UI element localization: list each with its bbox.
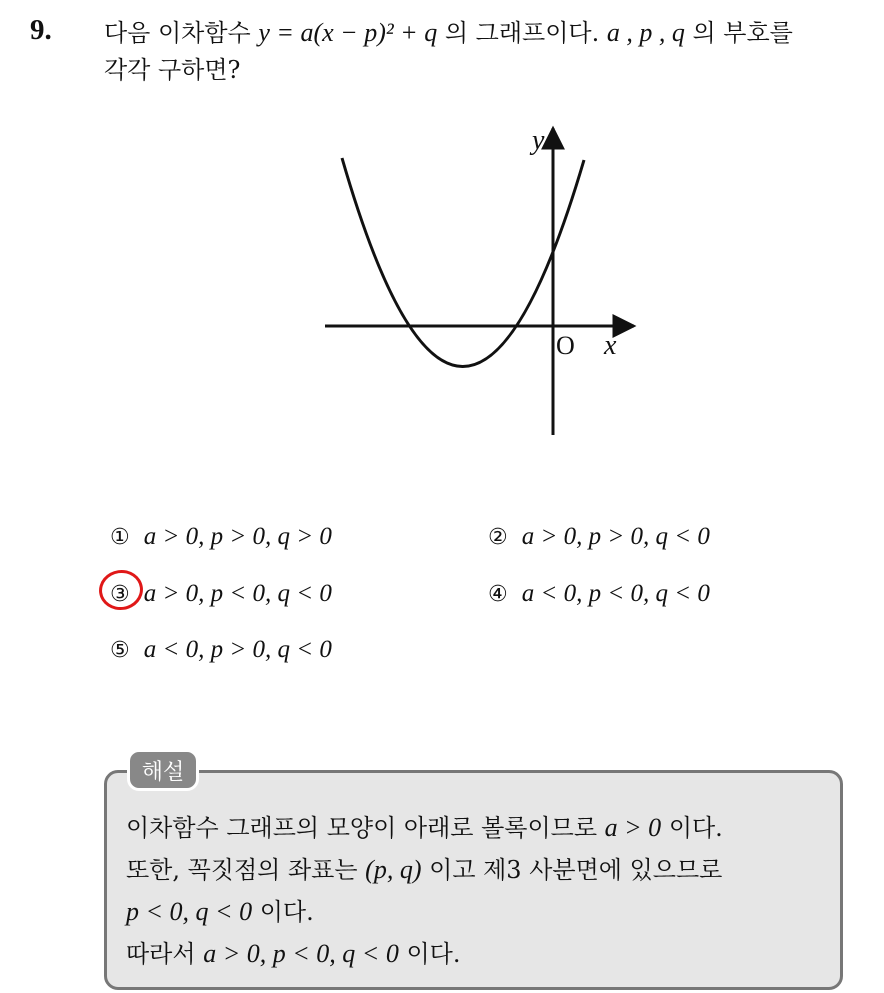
choice-2[interactable]: ② a > 0, p > 0, q < 0	[488, 523, 710, 550]
parabola-graph	[300, 120, 645, 445]
choice-5[interactable]: ⑤ a < 0, p > 0, q < 0	[110, 636, 332, 663]
question-number: 9.	[30, 14, 52, 46]
solution-line-1: 이차함수 그래프의 모양이 아래로 볼록이므로 a > 0 이다.	[126, 813, 723, 842]
question-line-1	[104, 14, 874, 52]
x-axis-label: x	[604, 330, 617, 361]
origin-label: O	[556, 331, 575, 360]
question-equation: y = a(x − p)² + q	[258, 18, 438, 47]
question-prefix: 다음 이차함수	[104, 19, 259, 47]
question-middle: 의 그래프이다.	[437, 19, 607, 47]
solution-line-4: 따라서 a > 0, p < 0, q < 0 이다.	[126, 939, 461, 968]
choice-4[interactable]: ④ a < 0, p < 0, q < 0	[488, 580, 710, 607]
solution-text	[126, 807, 836, 975]
parabola-curve	[342, 158, 584, 367]
question-vars: a , p , q	[606, 18, 685, 47]
question-text	[104, 14, 874, 89]
solution-line-3: p < 0, q < 0 이다.	[126, 897, 314, 926]
choice-3[interactable]: ③ a > 0, p < 0, q < 0	[110, 580, 332, 607]
y-axis-label: y	[532, 125, 545, 156]
question-line-2: 각각 구하면?	[104, 56, 241, 84]
solution-line-2: 또한, 꼭짓점의 좌표는 (p, q) 이고 제3 사분면에 있으므로	[126, 855, 723, 884]
choice-1[interactable]: ① a > 0, p > 0, q > 0	[110, 523, 332, 550]
solution-tab: 해설	[127, 749, 199, 791]
question-suffix: 의 부호를	[684, 19, 793, 47]
